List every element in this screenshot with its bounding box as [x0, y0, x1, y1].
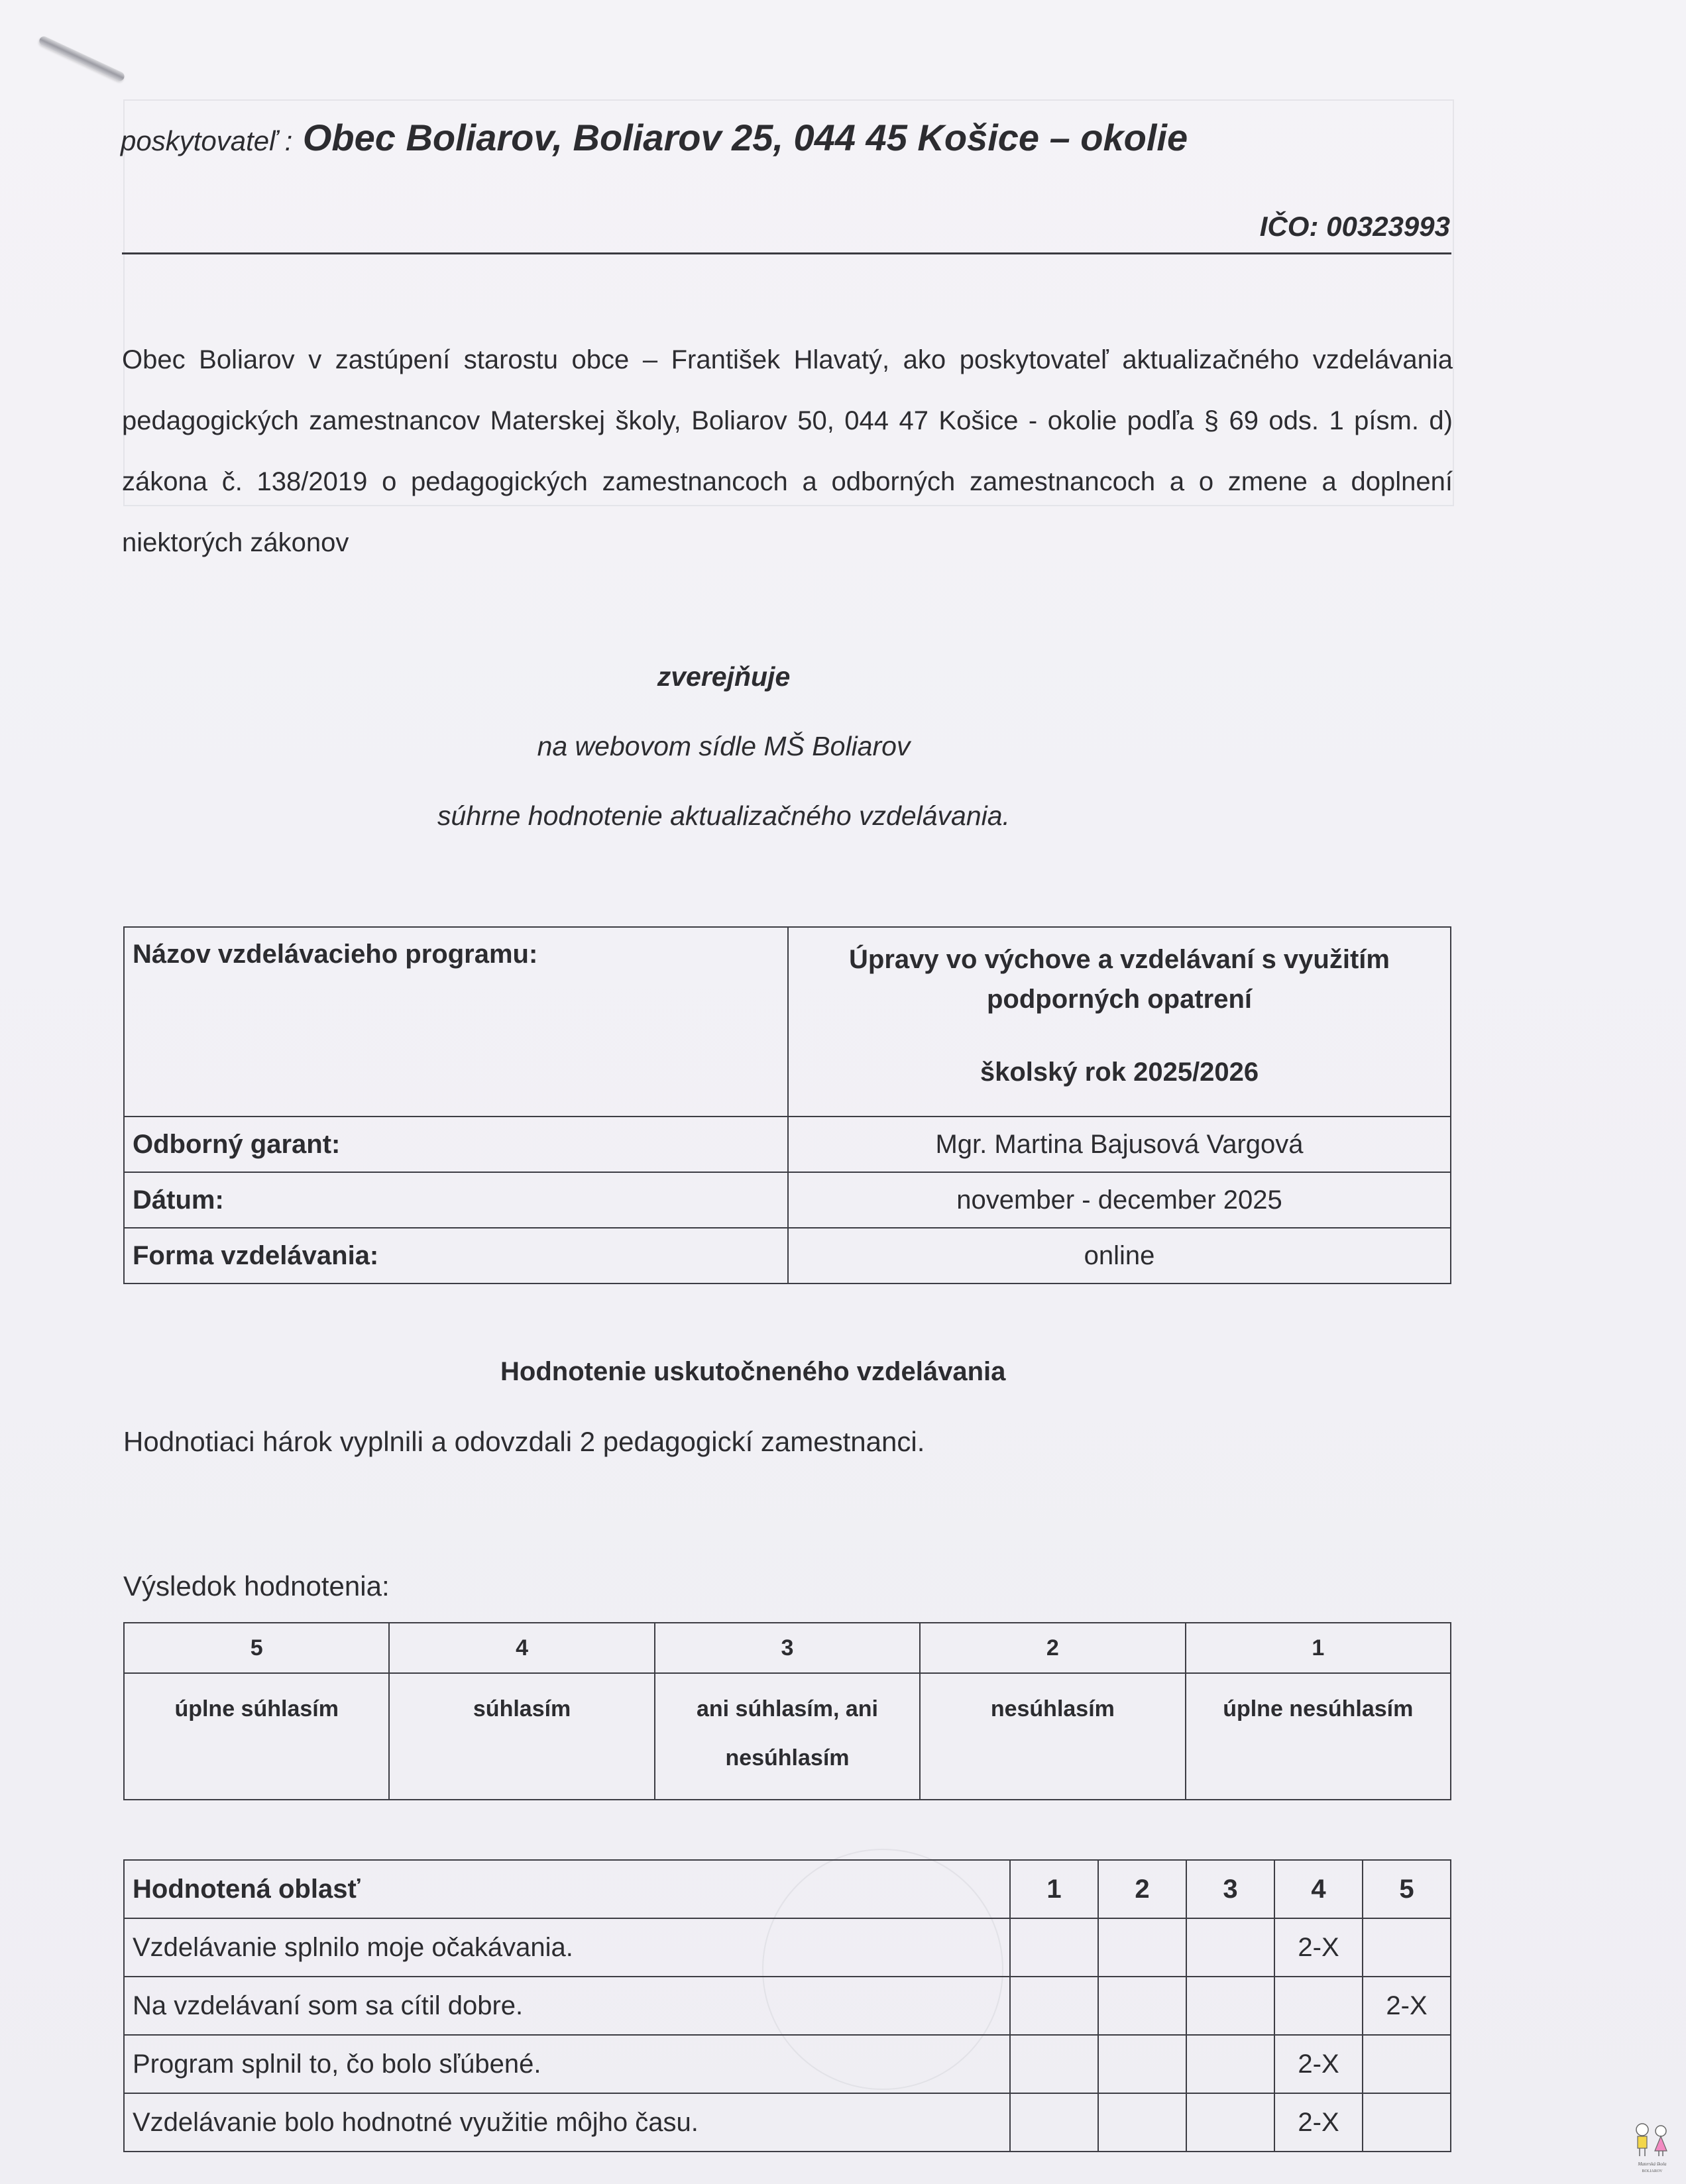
guarantor-row: [124, 1117, 1451, 1172]
svg-text:BOLIAROV: BOLIAROV: [1642, 2169, 1663, 2173]
rated-area: Na vzdelávaní som sa cítil dobre.: [124, 1977, 1010, 2035]
form-label: Forma vzdelávania:: [124, 1228, 788, 1283]
rated-area: Vzdelávanie bolo hodnotné využitie môjho času.: [124, 2093, 1010, 2152]
program-value: [788, 927, 1451, 1117]
scale-label: nesúhlasím: [920, 1673, 1185, 1800]
rating-cell: 2-X: [1274, 1918, 1363, 1977]
program-label: Názov vzdelávacieho programu:: [124, 927, 788, 1117]
rated-area: Program splnil to, čo bolo sľúbené.: [124, 2035, 1010, 2093]
svg-text:Materská škola: Materská škola: [1638, 2161, 1667, 2167]
rating-cell: 2-X: [1274, 2035, 1363, 2093]
scale-value: 5: [124, 1623, 389, 1673]
score-column-header: 5: [1363, 1860, 1451, 1918]
rating-cell: 2-X: [1274, 2093, 1363, 2152]
rating-cell: [1098, 1918, 1186, 1977]
table-row: [124, 2035, 1451, 2093]
program-title: Úpravy vo výchove a vzdelávaní s využitím podporných opatrení: [849, 945, 1390, 1014]
scale-label: úplne nesúhlasím: [1186, 1673, 1451, 1800]
scale-value: 2: [920, 1623, 1185, 1673]
rating-cell: [1274, 1977, 1363, 2035]
provider-header: [121, 116, 1188, 159]
publication-what: súhrne hodnotenie aktualizačného vzdelávania.: [437, 800, 1010, 831]
rating-cell: [1010, 2035, 1098, 2093]
rating-cell: [1186, 2093, 1274, 2152]
rating-cell: [1186, 2035, 1274, 2093]
boy-figure-icon: [1636, 2124, 1648, 2156]
rating-cell: [1010, 1918, 1098, 1977]
ico-number: IČO: 00323993: [1259, 211, 1450, 242]
rating-cell: [1098, 1977, 1186, 2035]
result-label: Výsledok hodnotenia:: [123, 1570, 390, 1602]
rating-cell: [1010, 1977, 1098, 2035]
provider-name: Obec Boliarov, Boliarov 25, 044 45 Košice – okolie: [302, 117, 1188, 158]
date-label: Dátum:: [124, 1172, 788, 1228]
evaluation-title: Hodnotenie uskutočneného vzdelávania: [500, 1357, 1006, 1386]
form-value: online: [788, 1228, 1451, 1283]
scale-label: ani súhlasím, ani nesúhlasím: [655, 1673, 920, 1800]
table-row: [124, 1918, 1451, 1977]
rating-cell: [1010, 2093, 1098, 2152]
rating-cell: [1186, 1918, 1274, 1977]
provider-label: poskytovateľ :: [121, 125, 293, 156]
rating-header-row: [124, 1860, 1451, 1918]
score-column-header: 3: [1186, 1860, 1274, 1918]
girl-figure-icon: [1655, 2126, 1667, 2156]
score-column-header: 1: [1010, 1860, 1098, 1918]
score-column-header: 2: [1098, 1860, 1186, 1918]
table-row: [124, 2093, 1451, 2152]
header-divider: [122, 252, 1451, 254]
scale-label: súhlasím: [389, 1673, 654, 1800]
date-row: [124, 1172, 1451, 1228]
publication-verb: zverejňuje: [657, 661, 791, 692]
kindergarten-logo: [1629, 2118, 1675, 2177]
rating-cell: [1098, 2035, 1186, 2093]
rating-cell: [1363, 1918, 1451, 1977]
rating-scale-table: [123, 1622, 1451, 1800]
rating-cell: [1098, 2093, 1186, 2152]
scale-label: úplne súhlasím: [124, 1673, 389, 1800]
rating-cell: [1363, 2093, 1451, 2152]
scale-value: 1: [1186, 1623, 1451, 1673]
school-year: školský rok 2025/2026: [980, 1058, 1259, 1087]
scale-values-row: [124, 1623, 1451, 1673]
rated-area: Vzdelávanie splnilo moje očakávania.: [124, 1918, 1010, 1977]
rating-cell: 2-X: [1363, 1977, 1451, 2035]
area-column-header: Hodnotená oblasť: [124, 1860, 1010, 1918]
program-row: [124, 927, 1451, 1117]
rating-cell: [1363, 2035, 1451, 2093]
rating-results-table: [123, 1859, 1451, 2152]
guarantor-value: Mgr. Martina Bajusová Vargová: [788, 1117, 1451, 1172]
score-column-header: 4: [1274, 1860, 1363, 1918]
table-row: [124, 1977, 1451, 2035]
scale-labels-row: [124, 1673, 1451, 1800]
form-row: [124, 1228, 1451, 1283]
date-value: november - december 2025: [788, 1172, 1451, 1228]
program-info-table: [123, 926, 1451, 1284]
guarantor-label: Odborný garant:: [124, 1117, 788, 1172]
publication-where: na webovom sídle MŠ Boliarov: [537, 731, 911, 761]
rating-cell: [1186, 1977, 1274, 2035]
scale-value: 3: [655, 1623, 920, 1673]
evaluation-note: Hodnotiaci hárok vyplnili a odovzdali 2 pedagogickí zamestnanci.: [123, 1426, 925, 1457]
intro-paragraph: Obec Boliarov v zastúpení starostu obce – František Hlavatý, ako poskytovateľ aktualizačného vzdelávania pedagogických zamestnancov Materskej školy, Boliarov 50, 044 47 Košice - okolie podľa § 69 ods. 1 písm. d) zákona č. 138/2019 o pedagogických zamestnancoch a odborných zamestnancoch a o zmene a doplnení niektorých zákonov: [122, 345, 1453, 557]
scale-value: 4: [389, 1623, 654, 1673]
